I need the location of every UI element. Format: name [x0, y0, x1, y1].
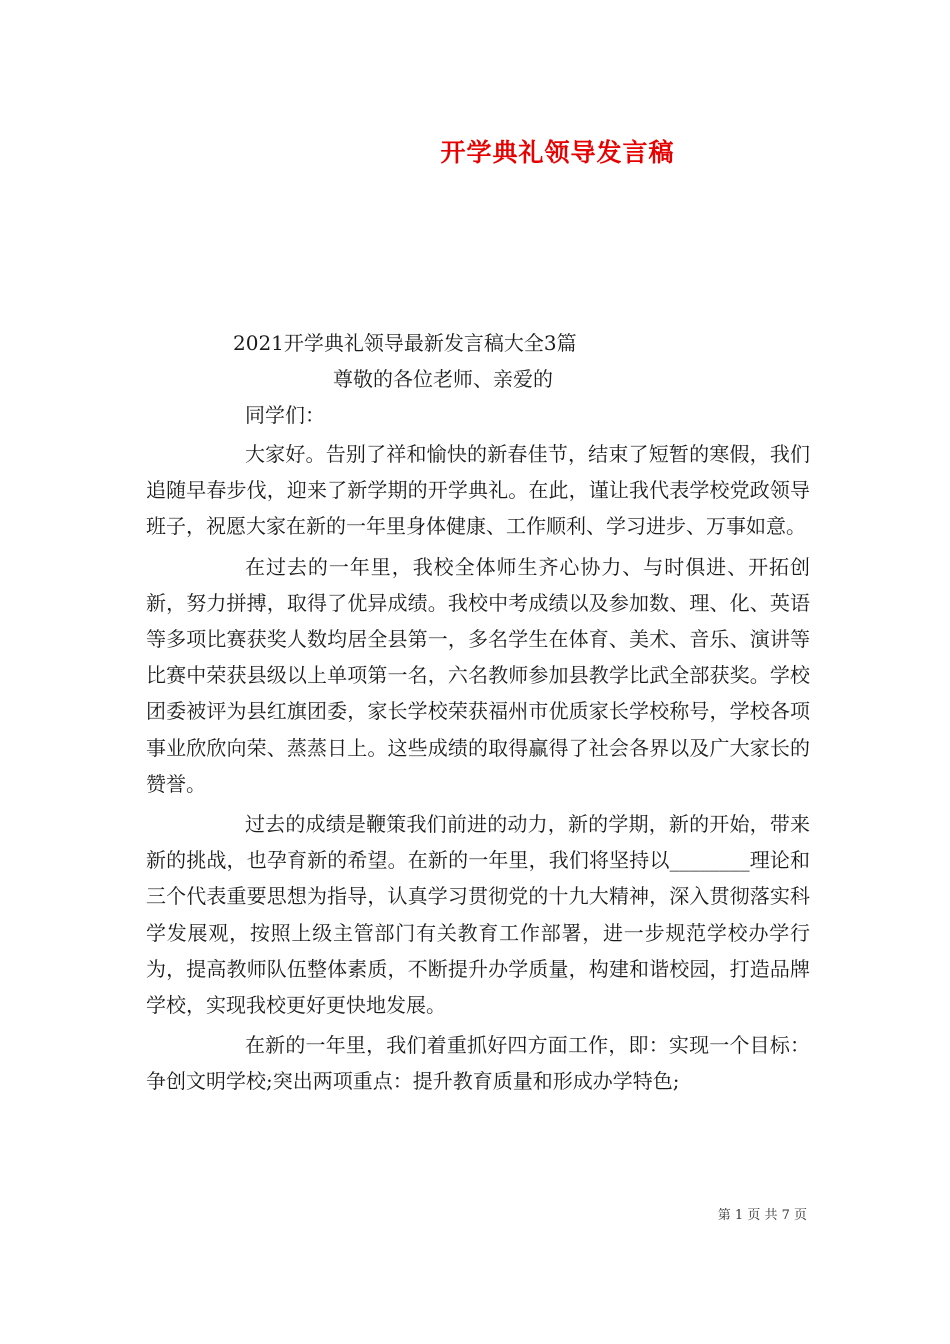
document-subtitle: 2021开学典礼领导最新发言稿大全3篇	[233, 331, 577, 355]
document-title: 开学典礼领导发言稿	[440, 138, 675, 167]
page-footer: 第 1 页 共 7 页	[717, 1208, 807, 1223]
paragraph-4: 在新的一年里，我们着重抓好四方面工作，即：实现一个目标：争创文明学校;突出两项重点：提升教育质量和形成办学特色;	[146, 1033, 810, 1094]
paragraph-2: 在过去的一年里，我校全体师生齐心协力、与时俱进、开拓创新，努力拼搏，取得了优异成绩。我校中考成绩以及参加数、理、化、英语等多项比赛获奖人数均居全县第一，多名学生在体育、美术、音乐、演讲等比赛中荣获县级以上单项第一名，六名教师参加县教学比武全部获奖。学校团委被评为县红旗团委，家长学校荣获福州市优质家长学校称号，学校各项事业欣欣向荣、蒸蒸日上。这些成绩的取得赢得了社会各界以及广大家长的赞誉。	[146, 554, 810, 796]
greeting-line-1: 尊敬的各位老师、亲爱的	[333, 367, 553, 391]
paragraph-1: 大家好。告别了祥和愉快的新春佳节，结束了短暂的寒假，我们追随早春步伐，迎来了新学期的开学典礼。在此，谨让我代表学校党政领导班子，祝愿大家在新的一年里身体健康、工作顺利、学习进步、万事如意。	[146, 442, 810, 539]
greeting-line-2: 同学们：	[245, 403, 325, 427]
document-body	[146, 436, 810, 1104]
paragraph-3: 过去的成绩是鞭策我们前进的动力，新的学期，新的开始，带来新的挑战，也孕育新的希望。在新的一年里，我们将坚持以________理论和三个代表重要思想为指导，认真学习贯彻党的十九大精神，深入贯彻落实科学发展观，按照上级主管部门有关教育工作部署，进一步规范学校办学行为，提高教师队伍整体素质，不断提升办学质量，构建和谐校园，打造品牌学校，实现我校更好更快地发展。	[146, 812, 810, 1018]
